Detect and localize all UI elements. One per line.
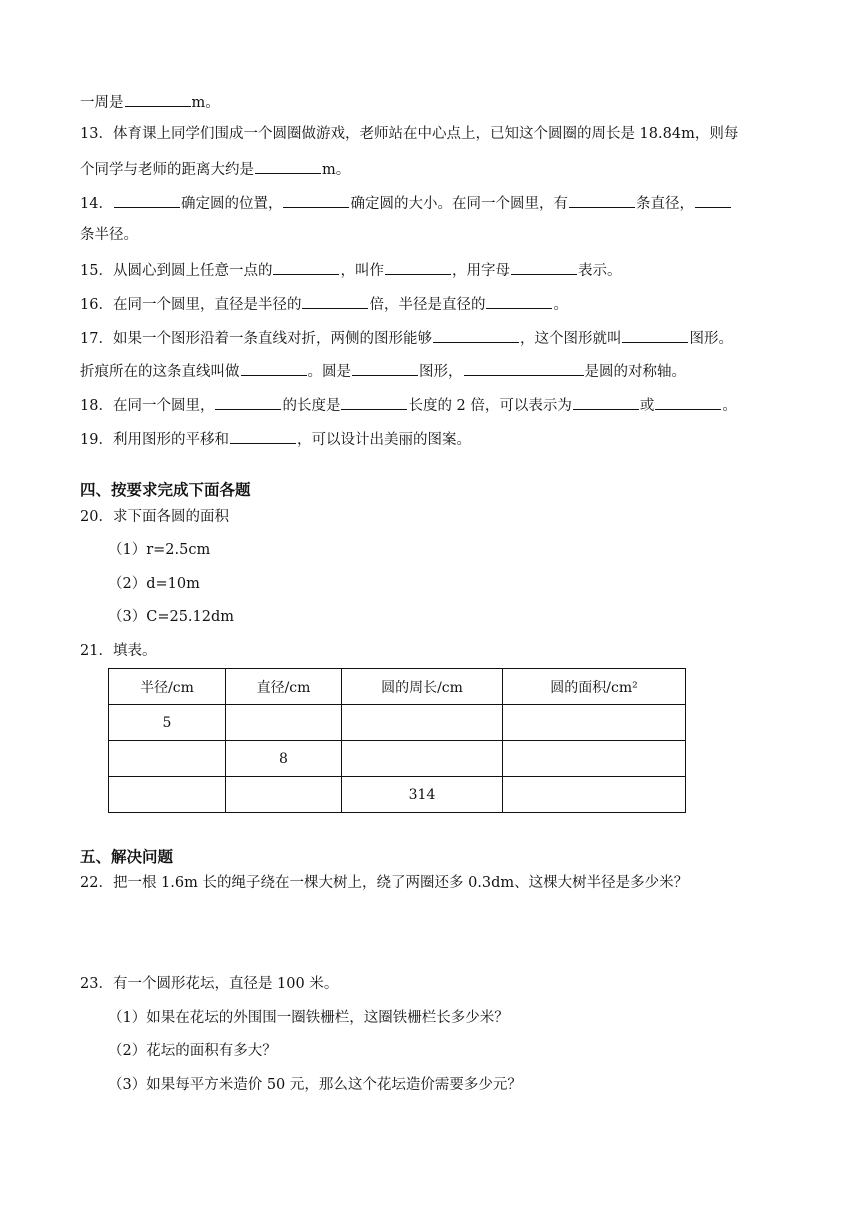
table-header-cell: 半径/cm <box>109 669 226 705</box>
table-header-cell: 圆的面积/cm² <box>503 669 686 705</box>
question-23-item-1: （1）如果在花坛的外围围一圈铁栅栏，这圈铁栅栏长多少米？ <box>108 1010 509 1026</box>
answer-blank[interactable] <box>283 191 349 208</box>
table-row <box>109 705 686 741</box>
circle-fill-table <box>108 668 686 813</box>
question-17-line-2: 折痕所在的这条直线叫做 。圆是 图形， 是圆的对称轴。 <box>80 359 686 382</box>
answer-blank[interactable] <box>341 393 407 410</box>
table-cell[interactable] <box>226 777 342 813</box>
table-header-row <box>109 669 686 705</box>
question-18: 18．在同一个圆里， 的长度是 长度的 2 倍，可以表示为 或 。 <box>80 393 737 416</box>
answer-blank[interactable] <box>511 258 577 275</box>
answer-blank[interactable] <box>433 326 519 343</box>
question-22: 22．把一根 1.6m 长的绳子绕在一棵大树上，绕了两圈还多 0.3dm、这棵大树半径是多少米？ <box>80 875 689 891</box>
question-19: 19．利用图形的平移和 ，可以设计出美丽的图案。 <box>80 427 471 450</box>
table-row <box>109 777 686 813</box>
answer-blank[interactable] <box>241 359 307 376</box>
table-header-cell: 圆的周长/cm <box>342 669 503 705</box>
table-header-cell: 直径/cm <box>226 669 342 705</box>
table-cell[interactable] <box>503 741 686 777</box>
answer-blank[interactable] <box>464 359 584 376</box>
question-23: 23．有一个圆形花坛，直径是 100 米。 <box>80 976 339 992</box>
answer-blank[interactable] <box>695 191 731 208</box>
answer-blank[interactable] <box>230 427 296 444</box>
table-cell[interactable] <box>503 777 686 813</box>
answer-blank[interactable] <box>114 191 180 208</box>
section-4-title: 四、按要求完成下面各题 <box>80 481 251 499</box>
question-12-tail: 一周是 m。 <box>80 90 220 113</box>
table-cell[interactable] <box>342 705 503 741</box>
question-23-item-3: （3）如果每平方米造价 50 元，那么这个花坛造价需要多少元？ <box>108 1077 522 1093</box>
answer-blank[interactable] <box>255 157 321 174</box>
question-14-line-2: 条半径。 <box>80 227 138 243</box>
question-14-line-1: 14． 确定圆的位置， 确定圆的大小。在同一个圆里，有 条直径， <box>80 191 732 214</box>
question-13-line-2: 个同学与老师的距离大约是 m。 <box>80 157 350 180</box>
question-20-item-1: （1）r=2.5cm <box>108 542 211 558</box>
answer-blank[interactable] <box>125 90 191 107</box>
question-17-line-1: 17．如果一个图形沿着一条直线对折，两侧的图形能够 ，这个图形就叫 图形。 <box>80 326 733 349</box>
answer-blank[interactable] <box>215 393 281 410</box>
question-20-item-3: （3）C=25.12dm <box>108 609 235 625</box>
table-cell[interactable] <box>109 741 226 777</box>
answer-blank[interactable] <box>569 191 635 208</box>
question-20: 20．求下面各圆的面积 <box>80 509 229 525</box>
answer-blank[interactable] <box>273 258 339 275</box>
table-row <box>109 741 686 777</box>
question-20-item-2: （2）d=10m <box>108 576 200 592</box>
question-16: 16．在同一个圆里，直径是半径的 倍，半径是直径的 。 <box>80 292 568 315</box>
answer-blank[interactable] <box>573 393 639 410</box>
answer-blank[interactable] <box>655 393 721 410</box>
answer-blank[interactable] <box>352 359 418 376</box>
table-cell[interactable] <box>109 777 226 813</box>
question-23-item-2: （2）花坛的面积有多大？ <box>108 1043 277 1059</box>
table-cell[interactable] <box>342 741 503 777</box>
question-15: 15．从圆心到圆上任意一点的 ，叫作 ，用字母 表示。 <box>80 258 621 281</box>
table-cell[interactable] <box>226 705 342 741</box>
answer-blank[interactable] <box>385 258 451 275</box>
table-cell[interactable] <box>503 705 686 741</box>
table-cell: 314 <box>342 777 503 813</box>
question-21: 21．填表。 <box>80 643 157 659</box>
answer-blank[interactable] <box>302 292 368 309</box>
section-5-title: 五、解决问题 <box>80 848 174 866</box>
table-cell: 5 <box>109 705 226 741</box>
answer-blank[interactable] <box>486 292 552 309</box>
table-cell: 8 <box>226 741 342 777</box>
answer-blank[interactable] <box>622 326 688 343</box>
question-13-line-1: 13．体育课上同学们围成一个圆圈做游戏，老师站在中心点上，已知这个圆圈的周长是 18.84m，则每 <box>80 126 739 142</box>
